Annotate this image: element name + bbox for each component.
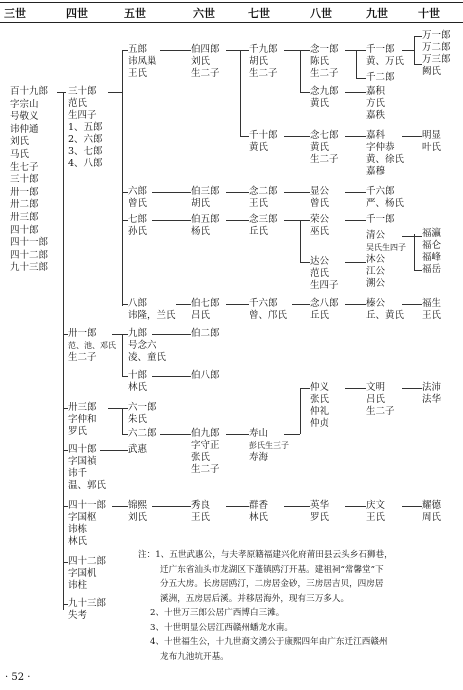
gen8-node-nianbalang: 念八郎 丘氏 — [310, 298, 339, 321]
gen6-node-bowulang: 伯五郎 杨氏 — [191, 214, 220, 237]
note-line: 迁广东省汕头市龙湖区下蓬镇鸥汀开基。建祖祠“常馨堂”下 — [160, 564, 384, 575]
gen4-node-sayilang: 卅一郎 范、池、邓氏 生二子 — [68, 328, 116, 363]
gen5-node-wuhui: 武惠 — [128, 444, 148, 455]
gen10-node-fuying: 福瀛 福仑 福峰 福岳 — [422, 228, 442, 275]
gen6-node-boerlang: 伯二郎 — [191, 328, 220, 339]
gen5-node-liulang: 六郎 曾氏 — [128, 186, 148, 209]
header-gen6: 六世 — [193, 7, 215, 20]
note-line: 2、十世万三郎公居广西博白三滩。 — [150, 608, 285, 618]
gen4-node-sasanlang: 卅三郎 字仲和 罗氏 — [68, 402, 97, 437]
gen6-node-xiuliang: 秀良 王氏 — [191, 500, 211, 523]
header-gen7: 七世 — [248, 7, 270, 20]
gen6-node-boqilang: 伯七郎 吕氏 — [191, 298, 220, 321]
gen9-node-qianyilang-2: 千一郎 — [366, 214, 395, 225]
gen10-node-fusheng: 福生 王氏 — [422, 298, 442, 321]
gen5-node-qilang: 七郎 孙氏 — [128, 214, 148, 237]
gen5-node-jiulang: 九郎 号念六 凌、童氏 — [128, 328, 167, 363]
gen7-node-nianerlang: 念二郎 王氏 — [249, 186, 278, 209]
gen5-node-wulang: 五郎 讳凤巢 王氏 — [128, 44, 157, 79]
note-line: 注：1、五世武惠公，与夫孝原籍福建兴化府莆田县云头乡石狮巷， — [138, 550, 393, 560]
gen9-node-wenming: 文明 吕氏 生二子 — [366, 382, 395, 417]
gen8-node-dagong: 达公 范氏 生四子 — [310, 256, 339, 291]
gen5-node-shilang: 十郎 林氏 — [128, 370, 148, 393]
gen6-node-bosilang: 伯四郎 刘氏 生二子 — [191, 44, 220, 79]
table-header — [0, 0, 463, 24]
header-bottom-rule — [0, 22, 463, 23]
gen7-node-qianshilang: 千十郎 黄氏 — [249, 130, 278, 153]
header-gen3: 三世 — [4, 7, 26, 20]
gen7-node-qianjiulang: 千九郎 胡氏 生二子 — [249, 44, 278, 79]
gen8-node-nianqilang: 念七郎 黄氏 生二子 — [310, 130, 339, 165]
gen10-node-mingxian: 明显 叶氏 — [422, 130, 442, 153]
gen9-node-qingwen: 庆文 王氏 — [366, 500, 386, 523]
gen10-node-fapei: 法沛 法华 — [422, 382, 442, 405]
gen5-node-jinxi: 锦熙 刘氏 — [128, 500, 148, 523]
gen6-node-bosanlang: 伯三郎 胡氏 — [191, 186, 220, 209]
gen9-node-qianerlang: 千二郎 — [366, 72, 395, 83]
gen8-node-ronggong: 荣公 巫氏 — [310, 214, 330, 237]
gen7-node-qianliulang: 千六郎 曾、邝氏 — [249, 298, 288, 321]
gen5-node-liuerlang: 六二郎 — [128, 428, 157, 439]
gen8-node-xiangong: 显公 曾氏 — [310, 186, 330, 209]
gen5-node-balang: 八郎 讳隆，兰氏 — [128, 298, 176, 321]
note-line: 龙布九池坑开基。 — [160, 651, 229, 662]
gen3-ancestor: 百十九郎 字宗山 号敬义 讳仲通 刘氏 马氏 生七子 三十郎 卅一郎 卅二郎 卅三郎 四十郎 四十一郎 四十二郎 九十三郎 — [10, 86, 49, 274]
gen6-node-bobalang: 伯八郎 — [191, 370, 220, 381]
header-gen8: 八世 — [310, 7, 332, 20]
gen7-node-qunxiang: 群香 林氏 — [249, 500, 269, 523]
header-gen5: 五世 — [124, 7, 146, 20]
note-line: 分五大房。长房居鸥汀，二房居金砂，三房居吉贝，四房居 — [160, 579, 384, 589]
gen9-node-jiake: 嘉科 字仲恭 黄、徐氏 嘉穆 — [366, 130, 405, 177]
gen9-node-qianliulang: 千六郎 严、杨氏 — [366, 186, 405, 209]
gen8-node-nianyilang: 念一郎 陈氏 生二子 — [310, 44, 339, 79]
gen10-node-wanyilang: 万一郎 万二郎 万三郎 阙氏 — [422, 30, 451, 77]
gen4-node-jiushisanlang: 九十三郎 失考 — [68, 598, 107, 621]
header-gen9: 九世 — [366, 7, 388, 20]
header-top-rule — [0, 2, 463, 3]
note-line: 3、十世明显公居江西赣州蟠龙水南。 — [150, 622, 293, 633]
page-number: · 52 · — [5, 672, 31, 683]
gen4-node-sanshilang: 三十郎 范氏 生四子 1、五郎 2、六郎 3、七郎 4、八郎 — [68, 86, 103, 169]
gen8-node-yinghua: 英华 罗氏 — [310, 500, 330, 523]
gen9-node-jiaji: 嘉积 方氏 嘉秩 — [366, 86, 386, 121]
gen6-node-bojiulang: 伯九郎 字守正 张氏 生二子 — [191, 428, 220, 475]
header-gen4: 四世 — [66, 7, 88, 20]
gen5-node-liuyilang: 六一郎 朱氏 — [128, 402, 157, 425]
note-line: 溪洲，五房居后溪。并移居海外，现有三万多人。 — [160, 593, 350, 604]
gen7-node-shoushan: 寿山 彭氏生三子 寿海 — [249, 428, 289, 463]
gen4-node-sishilang: 四十郎 字国禎 讳千 温、郭氏 — [68, 444, 107, 491]
gen9-node-zhengong: 榛公 丘、黄氏 — [366, 298, 405, 321]
footnotes — [138, 548, 456, 664]
gen8-node-zhongyi: 仲义 张氏 仲礼 仲贞 — [310, 382, 330, 429]
gen9-node-qinggong: 清公 吴氏生四子 沐公 江公 溯公 — [366, 230, 406, 289]
gen10-node-yaode: 耀德 周氏 — [422, 500, 442, 523]
gen4-node-sishiyilang: 四十一郎 字国枢 讳栋 林氏 — [68, 500, 107, 547]
gen4-node-sishierlang: 四十二郎 字国机 讳柱 — [68, 556, 107, 591]
gen8-node-nianjiulang: 念九郎 黄氏 — [310, 86, 339, 109]
gen7-node-niansanlang: 念三郎 丘氏 — [249, 214, 278, 237]
gen9-node-qianyilang: 千一郎 黄、万氏 — [366, 44, 405, 67]
header-gen10: 十世 — [418, 7, 440, 20]
note-line: 4、十世福生公，十九世裔文湧公于康熙四年由广东迁江西赣州 — [150, 637, 388, 647]
